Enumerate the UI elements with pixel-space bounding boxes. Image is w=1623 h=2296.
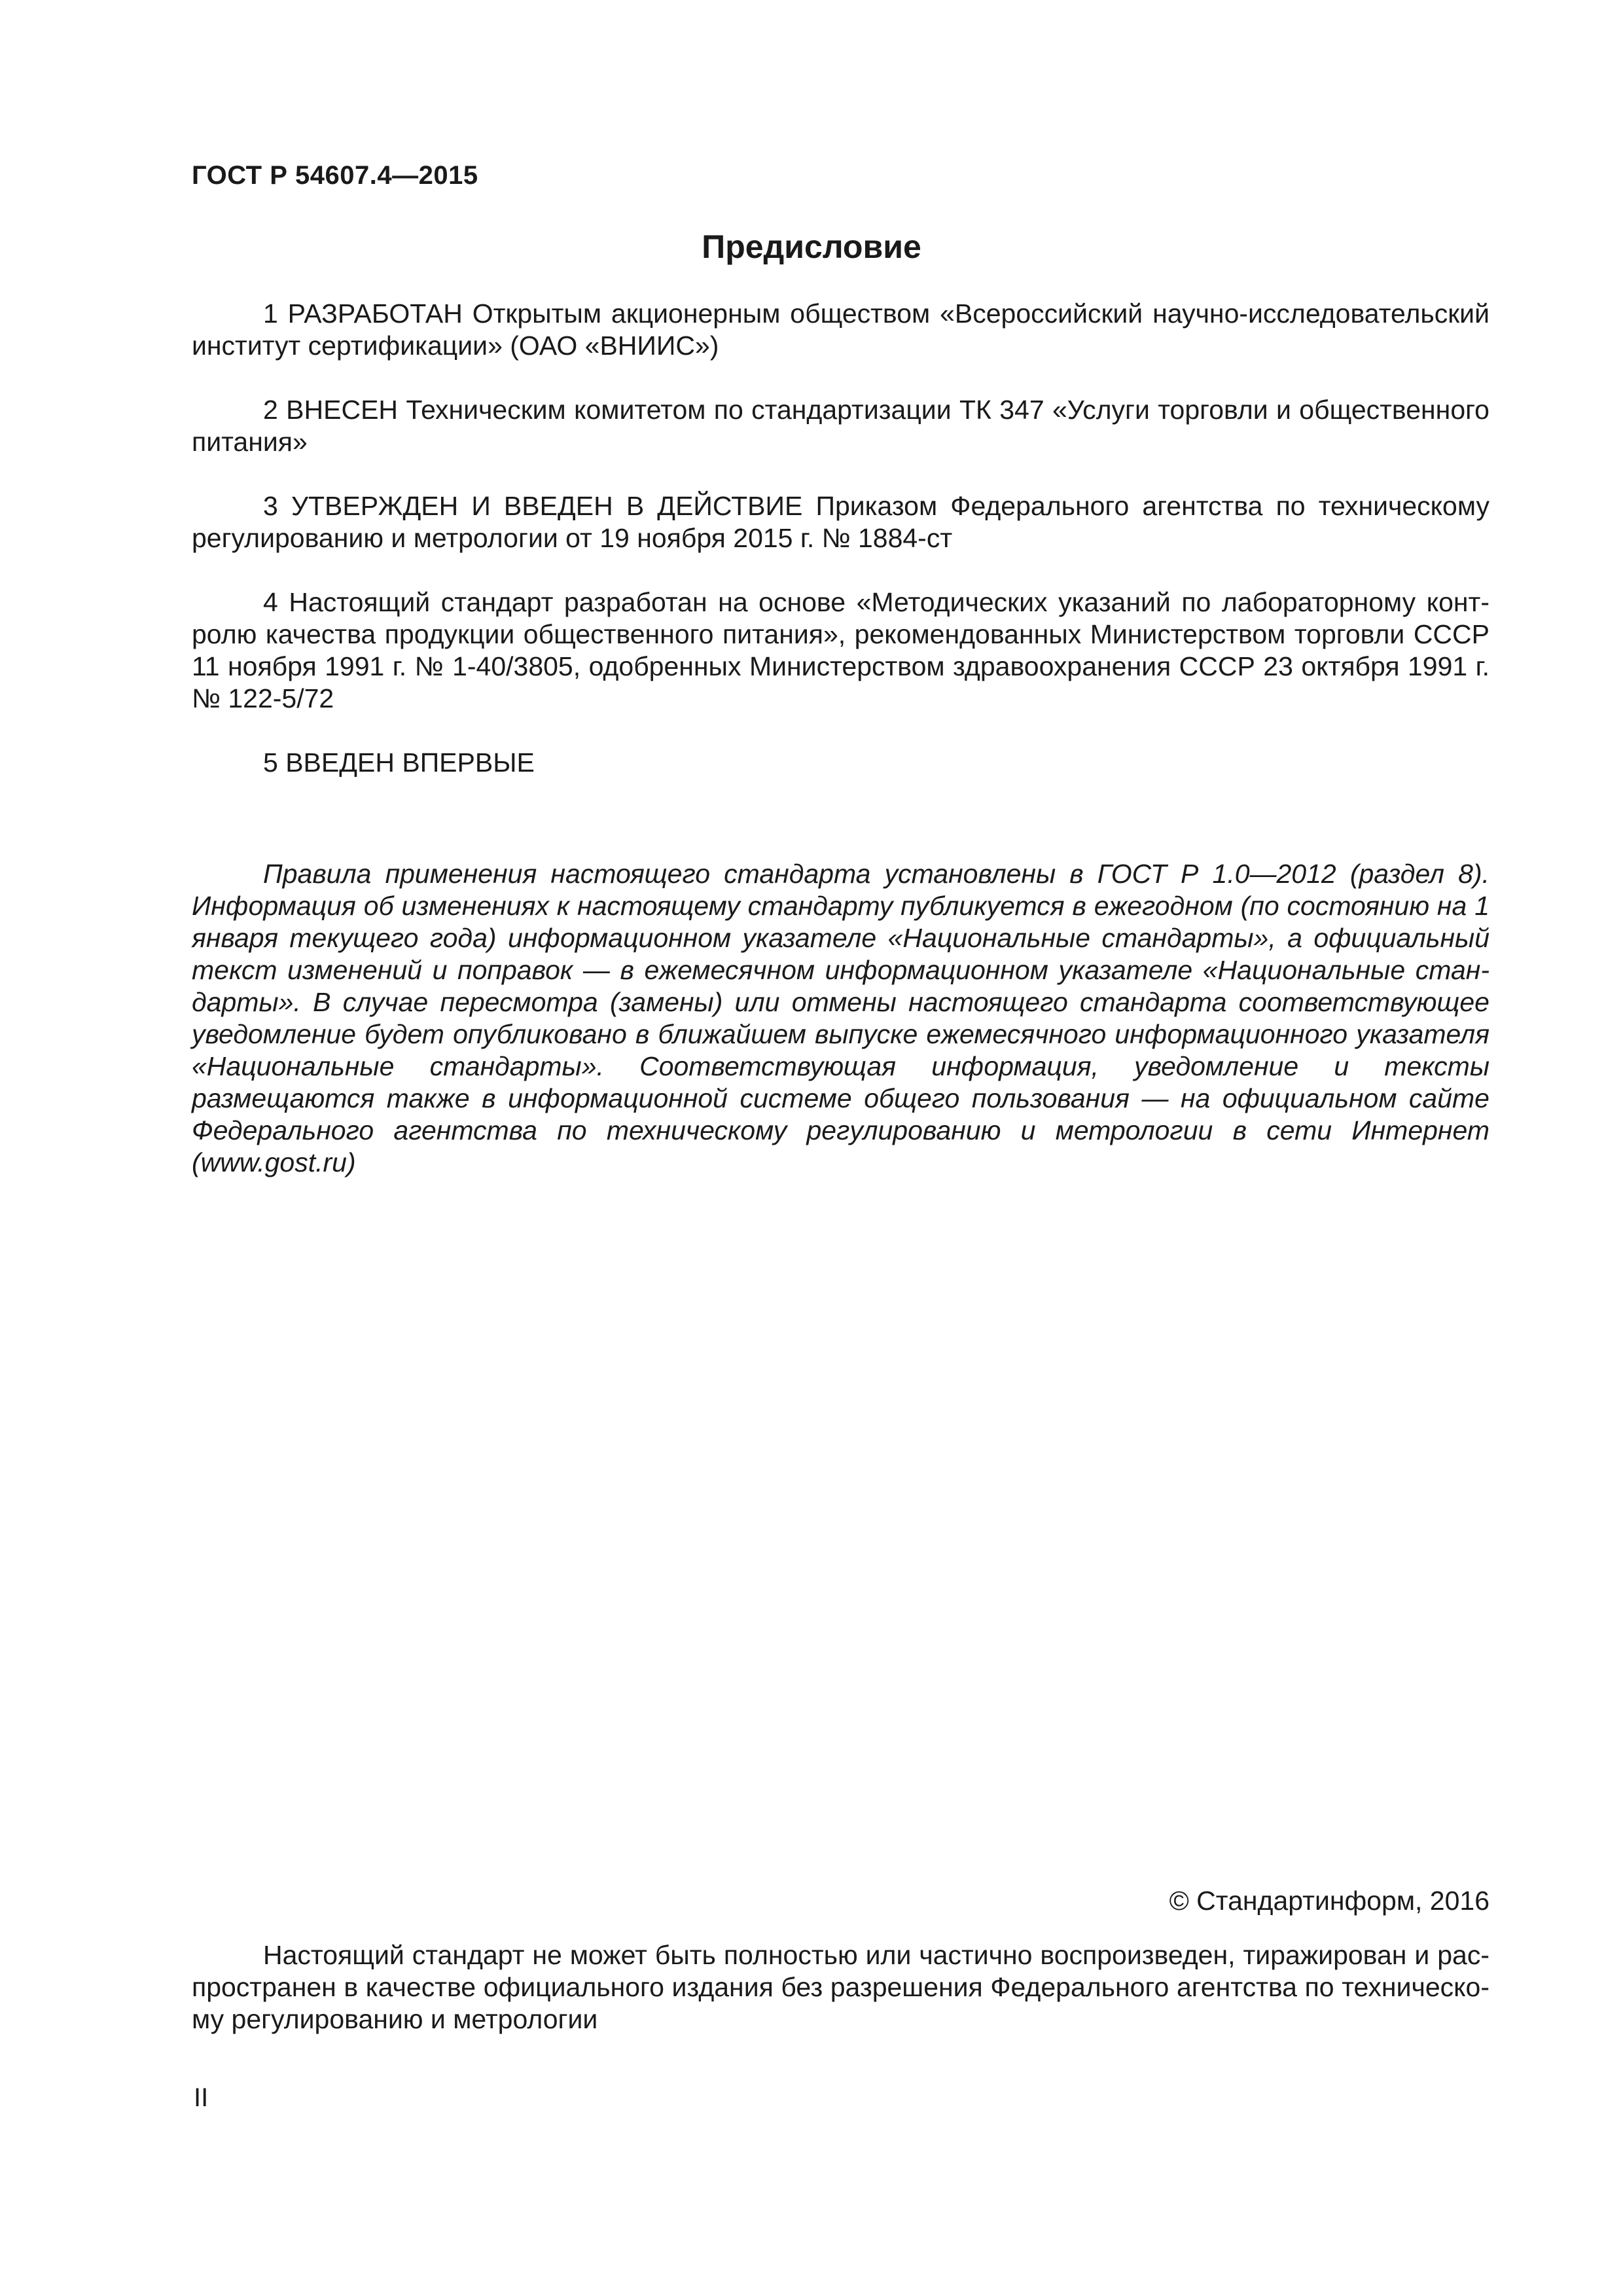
preface-item-introduced: 2 ВНЕСЕН Техническим комитетом по стандартизации ТК 347 «Услуги торговли и общественного питания» [192, 395, 1489, 457]
preface-item-basis: 4 Настоящий стандарт разработан на основе «Методических указаний по лабораторному контролю качества продукции общественного питания», рекомендованных Министерством торговли СССР 11 ноября 1991 г. № 1-40/3805, одобренных Министерством здравоохранения СССР 23 октября 1991 г. № 122-5/72 [192, 587, 1489, 713]
preface-items [192, 298, 1489, 811]
preface-item-developer: 1 РАЗРАБОТАН Открытым акционерным обществом «Всероссийский научно-исследовательский институт сертификации» (ОАО «ВНИИС») [192, 298, 1489, 361]
reproduction-notice: Настоящий стандарт не может быть полностью или частично воспроизведен, тиражирован и распространен в качестве официального издания без разрешения Федерального агентства по техническому регулированию и метрологии [192, 1940, 1489, 2034]
document-code: ГОСТ Р 54607.4—2015 [192, 161, 478, 190]
preface-item-first-introduced: 5 ВВЕДЕН ВПЕРВЫЕ [263, 747, 535, 778]
copyright-line: © Стандартинформ, 2016 [1169, 1886, 1489, 1916]
application-rules-notice: Правила применения настоящего стандарта установлены в ГОСТ Р 1.0—2012 (раздел 8). Информация об изменениях к настоящему стандарту публикуется в ежегодном (по состоянию на 1 января текущего года) информационном указателе «Национальные стандарты», а официальный текст изменений и поправок — в ежемесячном информационном указателе «Национальные стандарты». В случае пересмотра (замены) или отмены настоящего стандарта соответствующее уведомление будет опубликовано в ближайшем выпуске ежемесячного информационного указателя «Национальные стандарты». Соответствующая информация, уведомление и тексты размещаются также в информационной системе общего пользования — на официальном сайте Федерального агентства по техническому регулированию и метрологии в сети Интернет (www.gost.ru) [192, 859, 1489, 1177]
preface-item-approved: 3 УТВЕРЖДЕН И ВВЕДЕН В ДЕЙСТВИЕ Приказом Федерального агентства по техническому регулированию и метрологии от 19 ноября 2015 г. № 1884-ст [192, 491, 1489, 553]
preface-title: Предисловие [702, 228, 921, 265]
page-number: II [194, 2083, 209, 2112]
